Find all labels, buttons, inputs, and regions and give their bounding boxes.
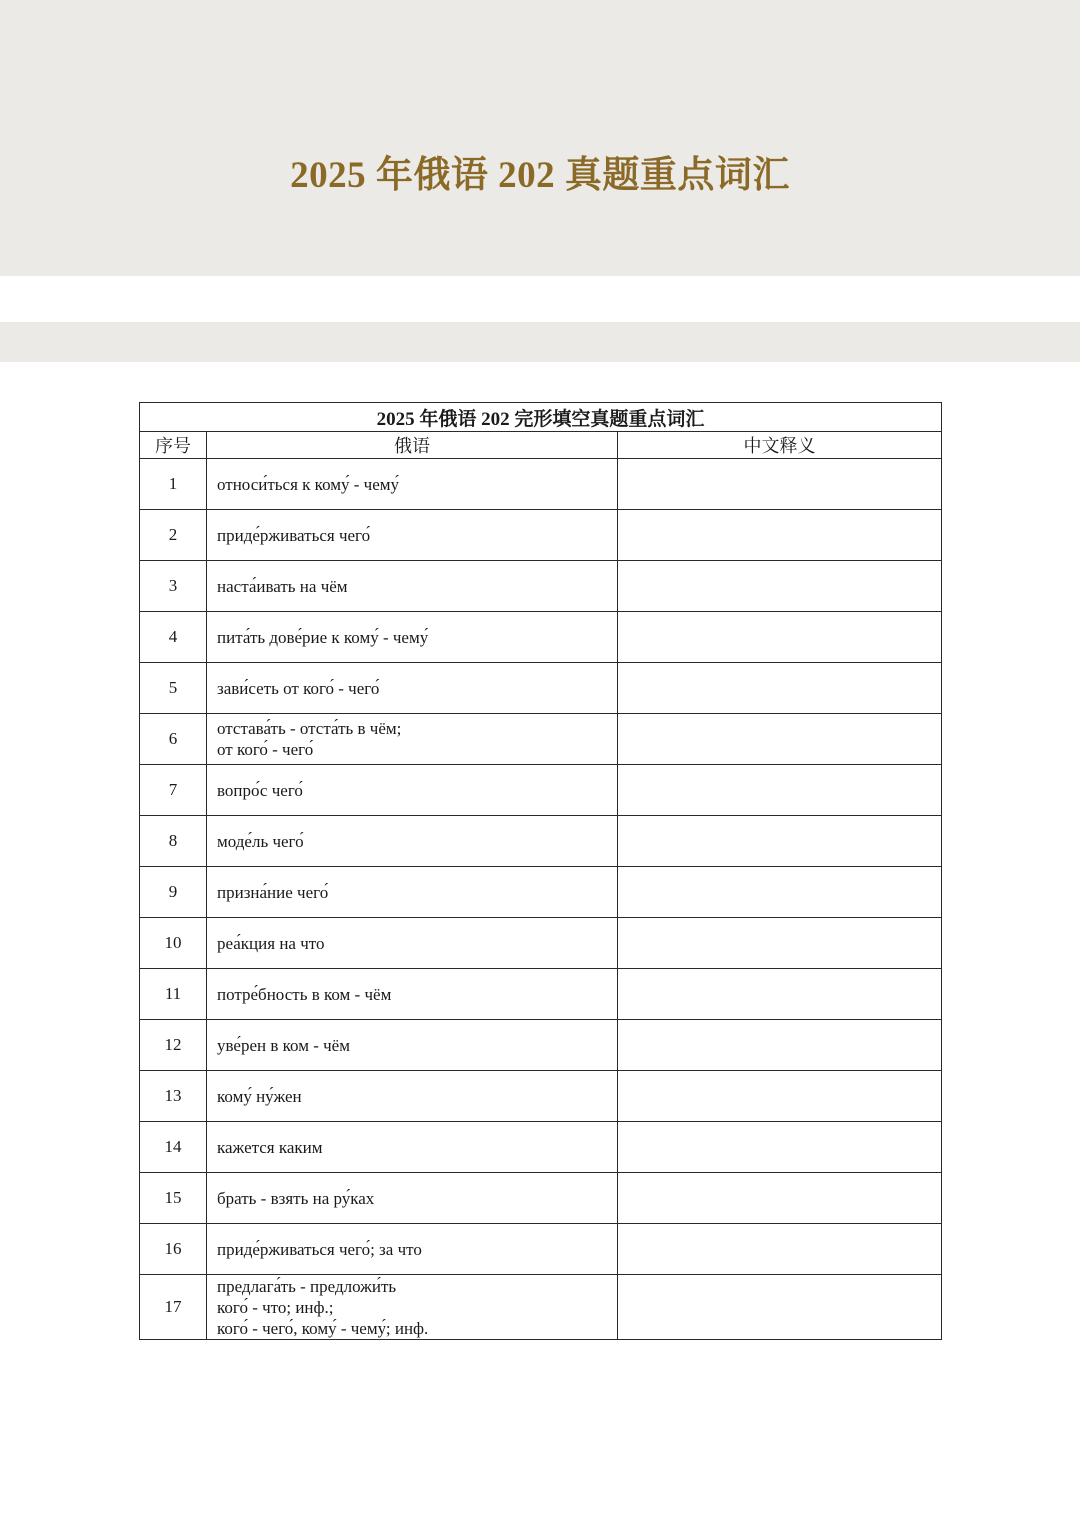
chinese-meaning	[618, 765, 942, 816]
row-number: 5	[140, 663, 207, 714]
row-number: 15	[140, 1173, 207, 1224]
russian-term: относи́ться к кому́ - чему́	[207, 459, 618, 510]
row-number: 1	[140, 459, 207, 510]
table-row	[140, 510, 942, 561]
table-row	[140, 867, 942, 918]
table-row	[140, 561, 942, 612]
vocabulary-table	[139, 402, 942, 1340]
table-row	[140, 969, 942, 1020]
chinese-meaning	[618, 1224, 942, 1275]
russian-term: пита́ть дове́рие к кому́ - чему́	[207, 612, 618, 663]
chinese-meaning	[618, 1122, 942, 1173]
column-header-chinese: 中文释义	[618, 432, 942, 459]
russian-term: реа́кция на что	[207, 918, 618, 969]
chinese-meaning	[618, 918, 942, 969]
table-row	[140, 714, 942, 765]
table-body	[140, 459, 942, 1340]
table-row	[140, 1173, 942, 1224]
russian-term: приде́рживаться чего́; за что	[207, 1224, 618, 1275]
row-number: 11	[140, 969, 207, 1020]
chinese-meaning	[618, 867, 942, 918]
russian-term: отстава́ть - отста́ть в чём; от кого́ - чего́	[207, 714, 618, 765]
chinese-meaning	[618, 1173, 942, 1224]
chinese-meaning	[618, 510, 942, 561]
table-row	[140, 1071, 942, 1122]
chinese-meaning	[618, 612, 942, 663]
chinese-meaning	[618, 1275, 942, 1340]
russian-term: моде́ль чего́	[207, 816, 618, 867]
row-number: 12	[140, 1020, 207, 1071]
russian-term: призна́ние чего́	[207, 867, 618, 918]
table-row	[140, 765, 942, 816]
russian-term: кому́ ну́жен	[207, 1071, 618, 1122]
russian-term: уве́рен в ком - чём	[207, 1020, 618, 1071]
russian-term: потре́бность в ком - чём	[207, 969, 618, 1020]
table-row	[140, 1122, 942, 1173]
table-row	[140, 1224, 942, 1275]
russian-term: брать - взять на ру́ках	[207, 1173, 618, 1224]
row-number: 9	[140, 867, 207, 918]
chinese-meaning	[618, 663, 942, 714]
table-row	[140, 918, 942, 969]
row-number: 14	[140, 1122, 207, 1173]
russian-term: кажется каким	[207, 1122, 618, 1173]
title-banner	[0, 0, 1080, 276]
table-row	[140, 1020, 942, 1071]
russian-term: зави́сеть от кого́ - чего́	[207, 663, 618, 714]
russian-term: вопро́с чего́	[207, 765, 618, 816]
table-row	[140, 459, 942, 510]
russian-term: приде́рживаться чего́	[207, 510, 618, 561]
row-number: 16	[140, 1224, 207, 1275]
table-row	[140, 612, 942, 663]
chinese-meaning	[618, 459, 942, 510]
row-number: 7	[140, 765, 207, 816]
russian-term: наста́ивать на чём	[207, 561, 618, 612]
chinese-meaning	[618, 816, 942, 867]
row-number: 13	[140, 1071, 207, 1122]
column-header-number: 序号	[140, 432, 207, 459]
column-header-russian: 俄语	[207, 432, 618, 459]
document-title: 2025 年俄语 202 真题重点词汇	[290, 155, 790, 196]
row-number: 8	[140, 816, 207, 867]
row-number: 4	[140, 612, 207, 663]
row-number: 10	[140, 918, 207, 969]
row-number: 6	[140, 714, 207, 765]
chinese-meaning	[618, 1071, 942, 1122]
chinese-meaning	[618, 561, 942, 612]
table-row	[140, 663, 942, 714]
chinese-meaning	[618, 714, 942, 765]
row-number: 3	[140, 561, 207, 612]
divider-band	[0, 322, 1080, 362]
chinese-meaning	[618, 1020, 942, 1071]
table-caption: 2025 年俄语 202 完形填空真题重点词汇	[140, 403, 942, 432]
chinese-meaning	[618, 969, 942, 1020]
russian-term: предлага́ть - предложи́ть кого́ - что; инф.; кого́ - чего́, кому́ - чему́; инф.	[207, 1275, 618, 1340]
row-number: 2	[140, 510, 207, 561]
row-number: 17	[140, 1275, 207, 1340]
table-row	[140, 1275, 942, 1340]
table-row	[140, 816, 942, 867]
